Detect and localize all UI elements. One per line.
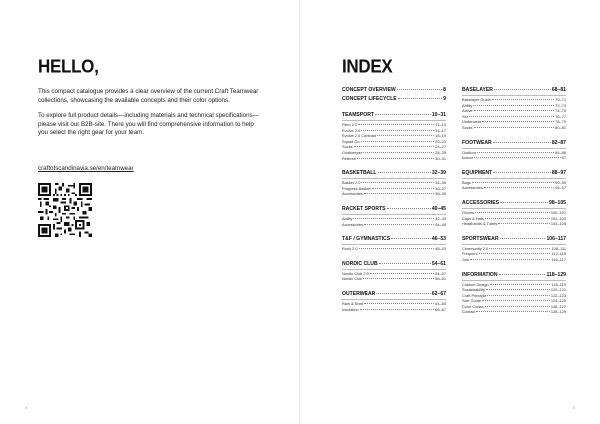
- index-item-color-codes-pages: 126–127: [550, 303, 566, 309]
- intro-paragraph-1: This compact catalogue provides a clear overview of the current Craft Teamwear collections, showcasing the available concepts and their color options.: [38, 88, 259, 104]
- index-item-caps-and-hats-pages: 102–103: [550, 215, 566, 221]
- index-heading-concept-overview[interactable]: [342, 86, 446, 94]
- index-section-concept-overview: [342, 86, 446, 103]
- index-heading-accessories[interactable]: [462, 199, 566, 207]
- index-item-referee-label: Referee: [342, 155, 356, 161]
- dot-leader: [359, 248, 435, 249]
- index-heading-tandf-gymnastics[interactable]: [342, 235, 446, 243]
- index-item-goalkeeper-label: Goalkeeper: [342, 149, 363, 155]
- index-item-basket-2-0-pages: 34–36: [435, 180, 446, 186]
- index-item-evolve-2-0-label: Evolve 2.0: [342, 127, 361, 133]
- index-item-rain-and-shell-label: Rain & Shell: [342, 300, 364, 306]
- index-heading-concept-lifecycle-pages: 9: [443, 96, 446, 102]
- dot-leader: [397, 89, 442, 90]
- index-item-active-label: Active: [462, 108, 473, 114]
- index-item-nordic-club-2-0-pages: 54–57: [435, 270, 446, 276]
- dot-leader: [470, 259, 550, 260]
- dot-leader: [486, 289, 550, 290]
- teamwear-link[interactable]: craftofscandinavia.se/en/teamwear: [38, 165, 134, 172]
- index-heading-basketball-pages: 32–39: [431, 170, 446, 177]
- dot-leader: [490, 284, 551, 285]
- index-item-join-label: Join: [462, 256, 470, 262]
- index-item-pitch-2-0-pages: 11–13: [435, 122, 446, 127]
- index-heading-teamsport[interactable]: [342, 111, 446, 119]
- index-heading-sportswear-label: SPORTSWEAR: [462, 235, 499, 242]
- index-item-custom-design-pages: 118–119: [551, 281, 566, 287]
- index-item-squad-go-label: Squad Go: [342, 138, 360, 144]
- page-number-left: 4: [25, 405, 28, 410]
- dot-leader: [361, 130, 434, 131]
- index-item-contact-label: Contact: [462, 309, 476, 315]
- dot-leader: [361, 182, 434, 183]
- index-heading-racket-sports[interactable]: [342, 205, 446, 213]
- intro-text: [38, 88, 264, 138]
- index-heading-accessories-pages: 98–105: [549, 199, 566, 206]
- index-item-accessories-pages: 95–97: [555, 185, 566, 191]
- index-item-rush-2-0-label: Rush 2.0: [342, 246, 358, 252]
- index-item-underwear-pages: 78–79: [555, 119, 566, 125]
- index-item-outdoor-pages: 84–86: [555, 149, 566, 155]
- index-item-community-2-0-pages: 108–111: [551, 245, 566, 251]
- dot-leader: [492, 99, 554, 100]
- index-item-indoor-label: Indoor: [462, 155, 474, 161]
- index-section-baselayer: [462, 86, 566, 131]
- index-item-caps-and-hats-label: Caps & Hats: [462, 215, 484, 221]
- dot-leader: [498, 223, 550, 224]
- dot-leader: [364, 303, 434, 304]
- qr-code-icon[interactable]: [38, 183, 92, 237]
- index-item-sustainability-label: Sustainability: [462, 287, 485, 293]
- dot-leader: [489, 248, 550, 249]
- dot-leader: [364, 193, 434, 194]
- index-heading-concept-lifecycle-label: CONCEPT LIFECYCLE: [342, 96, 397, 102]
- right-page: [300, 0, 600, 424]
- dot-leader: [360, 309, 435, 310]
- index-item-nordic-club-2-0-label: Nordic Club 2.0: [342, 270, 369, 276]
- index-section-accessories: [462, 199, 566, 227]
- dot-leader: [499, 274, 546, 275]
- dot-leader: [482, 300, 550, 301]
- dot-leader: [485, 218, 550, 219]
- index-item-insulation-pages: 66–67: [435, 306, 446, 312]
- index-item-accessories-label: Accessories: [342, 221, 363, 227]
- index-item-frequent-label: Frequent: [462, 251, 478, 257]
- index-item-headbands-and-tubes-pages: 104–105: [550, 221, 566, 227]
- dot-leader: [391, 238, 431, 239]
- index-section-equipment: [462, 169, 566, 191]
- index-item-progress-basket-pages: 36–37: [435, 185, 446, 191]
- dot-leader: [469, 116, 554, 117]
- index-item-size-guide-pages: 124–125: [550, 298, 566, 304]
- index-item-headbands-and-tubes[interactable]: [462, 221, 566, 227]
- index-item-rush-2-0[interactable]: [342, 246, 446, 252]
- index-section-teamsport: [342, 111, 446, 161]
- index-item-referee[interactable]: [342, 156, 446, 162]
- index-item-socks-pages: 24–27: [435, 144, 446, 150]
- index-heading-basketball-label: BASKETBALL: [342, 170, 377, 177]
- index-item-active-pages: 74–75: [555, 108, 566, 114]
- index-heading-footwear[interactable]: [462, 139, 566, 147]
- index-item-size-guide-label: Size Guide: [462, 298, 482, 304]
- index-item-nordic-club-label: Nordic Club: [342, 276, 363, 282]
- index-heading-sportswear[interactable]: [462, 235, 566, 243]
- hello-heading: HELLO,: [38, 56, 99, 77]
- index-heading-outerwear-label: OUTERWEAR: [342, 290, 376, 297]
- index-heading-teamsport-label: TEAMSPORT: [342, 112, 374, 118]
- section-rule: [342, 299, 446, 300]
- index-section-outerwear: [342, 290, 446, 312]
- intro-paragraph-2: To explore full product details—including materials and technical specifications—please visit our B2B-site. There you will find comprehensive information to help you select the right gear for your team.: [38, 112, 259, 137]
- index-heading-outerwear[interactable]: [342, 290, 446, 298]
- dot-leader: [493, 142, 551, 143]
- dot-leader: [354, 146, 435, 147]
- index-item-accessories[interactable]: [342, 191, 446, 197]
- index-item-bags-pages: 90–95: [555, 179, 566, 185]
- index-item-set-label: Set: [462, 113, 468, 119]
- dot-leader: [477, 152, 554, 153]
- index-item-headbands-and-tubes-label: Headbands & Tubes: [462, 221, 498, 227]
- index-heading-outerwear-pages: 62–67: [431, 290, 446, 297]
- index-item-contact[interactable]: [462, 309, 566, 315]
- index-item-evolve-2-0-contrast-pages: 18–19: [435, 133, 446, 139]
- dot-leader: [387, 208, 431, 209]
- dot-leader: [379, 263, 431, 264]
- index-heading-nordic-club-pages: 54–61: [431, 260, 446, 267]
- index-item-custom-design-label: Custom Design: [462, 281, 489, 287]
- index-heading: INDEX: [342, 56, 393, 77]
- index-item-underwear-label: Underwear: [462, 119, 482, 125]
- index-item-gloves-pages: 100–101: [550, 209, 566, 215]
- section-rule: [462, 280, 566, 281]
- index-section-sportswear: [462, 235, 566, 263]
- dot-leader: [487, 295, 549, 296]
- index-heading-information[interactable]: [462, 271, 566, 279]
- index-item-basket-2-0-label: Basket 2.0: [342, 180, 361, 186]
- index-item-socks-label: Socks: [342, 144, 353, 150]
- index-heading-concept-lifecycle[interactable]: [342, 95, 446, 103]
- dot-leader: [482, 121, 554, 122]
- index-item-rain-and-shell-pages: 64–65: [435, 300, 446, 306]
- index-section-footwear: [462, 139, 566, 161]
- index-heading-footwear-label: FOOTWEAR: [462, 139, 492, 146]
- index-heading-baselayer[interactable]: [462, 86, 566, 94]
- index-item-evolve-2-0-contrast-label: Evolve 2.0 Contrast: [342, 133, 376, 139]
- index-item-accessories-pages: 44–45: [435, 221, 446, 227]
- index-item-accessories[interactable]: [342, 222, 446, 228]
- index-heading-nordic-club[interactable]: [342, 260, 446, 268]
- dot-leader: [358, 124, 434, 125]
- dot-leader: [473, 105, 554, 106]
- index-heading-racket-sports-label: RACKET SPORTS: [342, 205, 386, 212]
- section-rule: [462, 178, 566, 179]
- index-item-socks[interactable]: [462, 125, 566, 131]
- index-heading-tandf-gymnastics-label: T&F / GYMNASTICS: [342, 236, 391, 243]
- index-heading-sportswear-pages: 106–117: [546, 235, 566, 242]
- index-heading-baselayer-label: BASELAYER: [462, 87, 493, 93]
- dot-leader: [370, 273, 434, 274]
- dot-leader: [375, 114, 431, 115]
- dot-leader: [474, 110, 555, 111]
- index-heading-equipment-pages: 88–97: [551, 169, 566, 176]
- section-rule: [462, 95, 566, 96]
- index-item-insulation[interactable]: [342, 307, 446, 313]
- section-rule: [342, 244, 446, 245]
- index-section-basketball: [342, 169, 446, 197]
- dot-leader: [485, 306, 550, 307]
- section-rule: [342, 269, 446, 270]
- index-item-nordic-club-pages: 58–61: [435, 276, 446, 282]
- index-item-accessories-label: Accessories: [342, 191, 363, 197]
- index-item-accessories-pages: 38–39: [435, 191, 446, 197]
- index-item-accessories[interactable]: [462, 185, 566, 191]
- page-number-right: 5: [572, 405, 575, 410]
- index-item-accessories-label: Accessories: [462, 185, 483, 191]
- dot-leader: [363, 278, 434, 279]
- dot-leader: [475, 212, 550, 213]
- dot-leader: [474, 157, 561, 158]
- dot-leader: [493, 172, 551, 173]
- index-heading-equipment[interactable]: [462, 169, 566, 177]
- index-item-contact-pages: 128–129: [550, 309, 566, 315]
- index-item-join[interactable]: [462, 257, 566, 263]
- index-item-community-2-0-label: Community 2.0: [462, 245, 489, 251]
- index-heading-tandf-gymnastics-pages: 46–53: [431, 236, 446, 243]
- index-item-color-codes-label: Color Codes: [462, 303, 484, 309]
- index-item-indoor[interactable]: [462, 155, 566, 161]
- index-item-craft-principle-label: Craft Principle: [462, 292, 487, 298]
- index-item-evolve-2-0-pages: 14–17: [435, 127, 446, 133]
- index-item-rush-2-0-pages: 48–53: [435, 246, 446, 252]
- dot-leader: [377, 135, 434, 136]
- dot-leader: [363, 152, 434, 153]
- index-heading-footwear-pages: 82–87: [551, 139, 566, 146]
- index-section-nordic-club: [342, 260, 446, 282]
- dot-leader: [484, 187, 554, 188]
- dot-leader: [472, 182, 554, 183]
- index-column-1: [342, 86, 446, 320]
- dot-leader: [479, 253, 551, 254]
- dot-leader: [500, 202, 548, 203]
- dot-leader: [476, 311, 549, 312]
- index-item-baselayer-guide-label: Baselayer Guide: [462, 97, 491, 102]
- dot-leader: [361, 141, 435, 142]
- section-rule: [462, 208, 566, 209]
- dot-leader: [357, 158, 434, 159]
- index-item-craft-principle-pages: 122–123: [550, 292, 566, 298]
- section-rule: [342, 214, 446, 215]
- index-heading-baselayer-pages: 68–81: [551, 87, 566, 93]
- index-item-socks-pages: 80–81: [555, 124, 566, 130]
- index-item-socks-label: Socks: [462, 124, 473, 130]
- dot-leader: [500, 238, 546, 239]
- index-item-baselayer-guide-pages: 70–71: [555, 97, 566, 102]
- index-item-ability-pages: 72–73: [555, 102, 566, 108]
- index-item-squad-go-pages: 20–23: [435, 138, 446, 144]
- index-heading-accessories-label: ACCESSORIES: [462, 199, 500, 206]
- dot-leader: [376, 293, 431, 294]
- section-rule: [462, 148, 566, 149]
- index-heading-information-label: INFORMATION: [462, 271, 498, 278]
- index-item-ability-pages: 42–43: [435, 215, 446, 221]
- section-rule: [342, 178, 446, 179]
- dot-leader: [372, 188, 435, 189]
- index-heading-information-pages: 118–129: [546, 271, 566, 278]
- dot-leader: [494, 89, 551, 90]
- index-heading-nordic-club-label: NORDIC CLUB: [342, 260, 378, 267]
- index-item-insulation-label: Insulation: [342, 306, 359, 312]
- index-item-join-pages: 116–117: [551, 256, 566, 262]
- index-heading-concept-overview-pages: 8: [443, 87, 446, 93]
- dot-leader: [378, 172, 431, 173]
- dot-leader: [353, 218, 434, 219]
- index-item-set-pages: 76–77: [555, 113, 566, 119]
- index-item-bags-label: Bags: [462, 179, 471, 185]
- section-rule: [342, 120, 446, 121]
- section-rule: [462, 244, 566, 245]
- index-item-progress-basket-label: Progress Basket: [342, 185, 371, 191]
- index-heading-teamsport-pages: 10–31: [431, 112, 446, 118]
- index-item-frequent-pages: 112–115: [551, 251, 566, 257]
- dot-leader: [398, 98, 443, 99]
- index-item-ability-label: Ability: [342, 215, 353, 221]
- dot-leader: [364, 224, 434, 225]
- dot-leader: [474, 127, 555, 128]
- index-item-referee-pages: 30–31: [435, 155, 446, 161]
- index-item-gloves-label: Gloves: [462, 209, 475, 215]
- index-section-tandf-gymnastics: [342, 235, 446, 252]
- index-item-sustainability-pages: 120–121: [550, 287, 566, 293]
- index-item-goalkeeper-pages: 28–29: [435, 149, 446, 155]
- index-item-nordic-club[interactable]: [342, 276, 446, 282]
- index-heading-basketball[interactable]: [342, 169, 446, 177]
- index-heading-concept-overview-label: CONCEPT OVERVIEW: [342, 87, 396, 93]
- index-section-information: [462, 271, 566, 316]
- index-column-2: [462, 86, 566, 323]
- index-heading-racket-sports-pages: 40–45: [431, 205, 446, 212]
- index-item-ability-label: Ability: [462, 102, 473, 108]
- index-item-pitch-2-0-label: Pitch 2.0: [342, 122, 358, 127]
- index-section-racket-sports: [342, 205, 446, 227]
- index-item-indoor-pages: 87: [561, 155, 566, 161]
- index-item-outdoor-label: Outdoor: [462, 149, 477, 155]
- index-heading-equipment-label: EQUIPMENT: [462, 169, 493, 176]
